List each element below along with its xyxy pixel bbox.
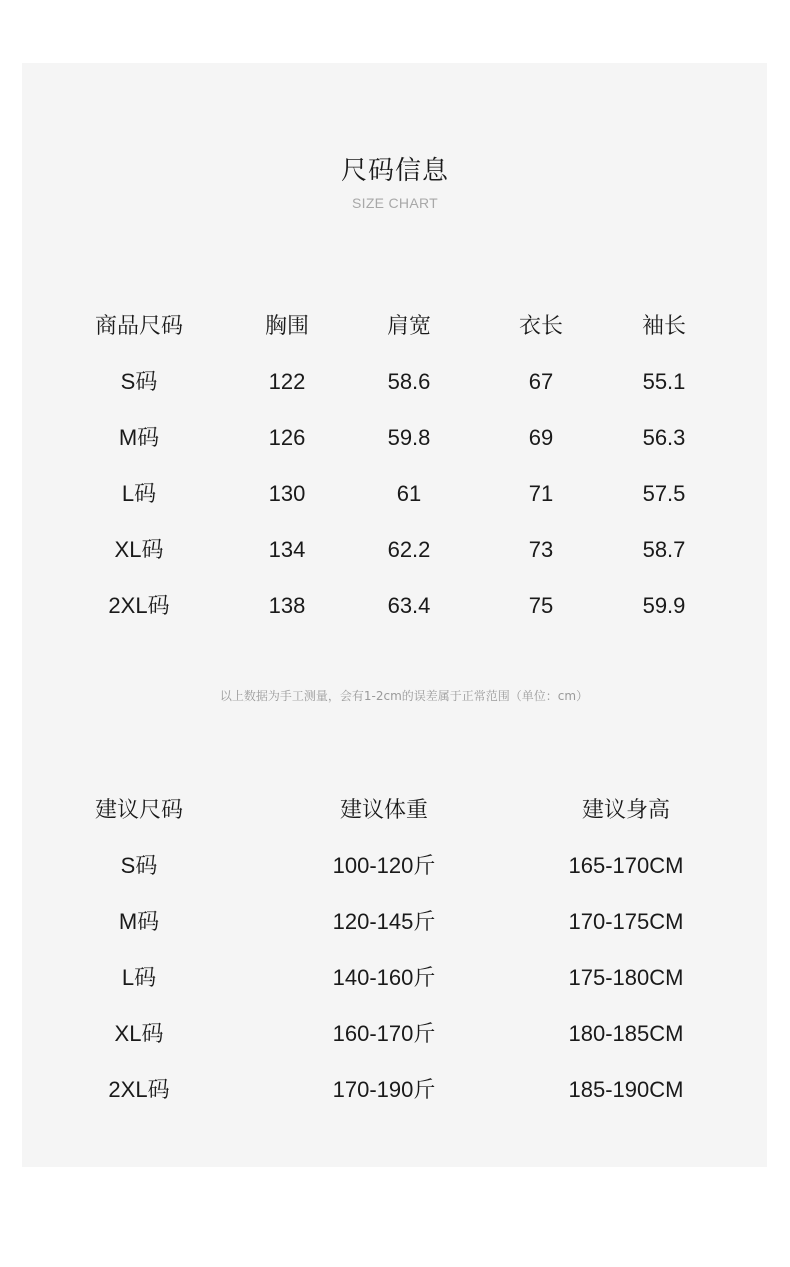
- size-table-cell: 57.5: [642, 481, 686, 506]
- suggestion-table-cell: 2XL码: [108, 1077, 170, 1102]
- size-table-cell: 63.4: [387, 593, 431, 618]
- size-table-cell: 2XL码: [108, 593, 170, 618]
- size-table-cell: 134: [268, 537, 306, 562]
- size-table-cell: 130: [268, 481, 306, 506]
- size-table-cell: 122: [268, 369, 306, 394]
- suggestion-table-cell: 185-190CM: [568, 1077, 684, 1102]
- suggestion-table-cell: 175-180CM: [568, 965, 684, 990]
- size-table-cell: 56.3: [642, 425, 686, 450]
- size-table-cell: S码: [120, 369, 158, 394]
- suggestion-table-cell: XL码: [114, 1021, 164, 1046]
- size-table-cell: 62.2: [387, 537, 431, 562]
- size-table-cell: XL码: [114, 537, 164, 562]
- suggestion-table-header-cell: 建议尺码: [94, 797, 184, 822]
- size-table-cell: 138: [268, 593, 306, 618]
- size-table-header-cell: 商品尺码: [94, 313, 184, 338]
- size-table-cell: 61: [396, 481, 422, 506]
- suggestion-table-cell: 170-175CM: [568, 909, 684, 934]
- suggestion-table-cell: 170-190斤: [332, 1077, 436, 1102]
- suggestion-table-cell: 165-170CM: [568, 853, 684, 878]
- size-table-header-cell: 袖长: [641, 313, 687, 338]
- size-table-cell: 55.1: [642, 369, 686, 394]
- suggestion-table-cell: 100-120斤: [332, 853, 436, 878]
- suggestion-table-cell: 180-185CM: [568, 1021, 684, 1046]
- size-table-cell: 58.6: [387, 369, 431, 394]
- size-table-cell: 59.8: [387, 425, 431, 450]
- page-subtitle: SIZE CHART: [352, 195, 438, 211]
- page-title: 尺码信息: [340, 156, 449, 186]
- size-table-cell: 126: [268, 425, 306, 450]
- size-table-cell: M码: [118, 425, 160, 450]
- suggestion-table-header-cell: 建议身高: [581, 797, 671, 822]
- size-table-cell: 71: [528, 481, 554, 506]
- suggestion-table-cell: 120-145斤: [332, 909, 436, 934]
- size-table-cell: L码: [121, 481, 157, 506]
- suggestion-table-cell: 160-170斤: [332, 1021, 436, 1046]
- size-table-cell: 73: [528, 537, 554, 562]
- size-table-cell: 67: [528, 369, 554, 394]
- size-table-cell: 59.9: [642, 593, 686, 618]
- suggestion-table-cell: M码: [118, 909, 160, 934]
- measurement-note: 以上数据为手工测量，会有1-2cm的误差属于正常范围（单位：cm）: [219, 689, 589, 703]
- suggestion-table-cell: S码: [120, 853, 158, 878]
- suggestion-table-cell: L码: [121, 965, 157, 990]
- suggestion-table-cell: 140-160斤: [332, 965, 436, 990]
- size-table-header-cell: 胸围: [264, 313, 310, 338]
- size-table-cell: 75: [528, 593, 554, 618]
- size-table-header-cell: 肩宽: [386, 313, 432, 338]
- size-table-cell: 58.7: [642, 537, 686, 562]
- suggestion-table-header-cell: 建议体重: [339, 797, 429, 822]
- size-table-header-cell: 衣长: [518, 313, 564, 338]
- size-table-cell: 69: [528, 425, 554, 450]
